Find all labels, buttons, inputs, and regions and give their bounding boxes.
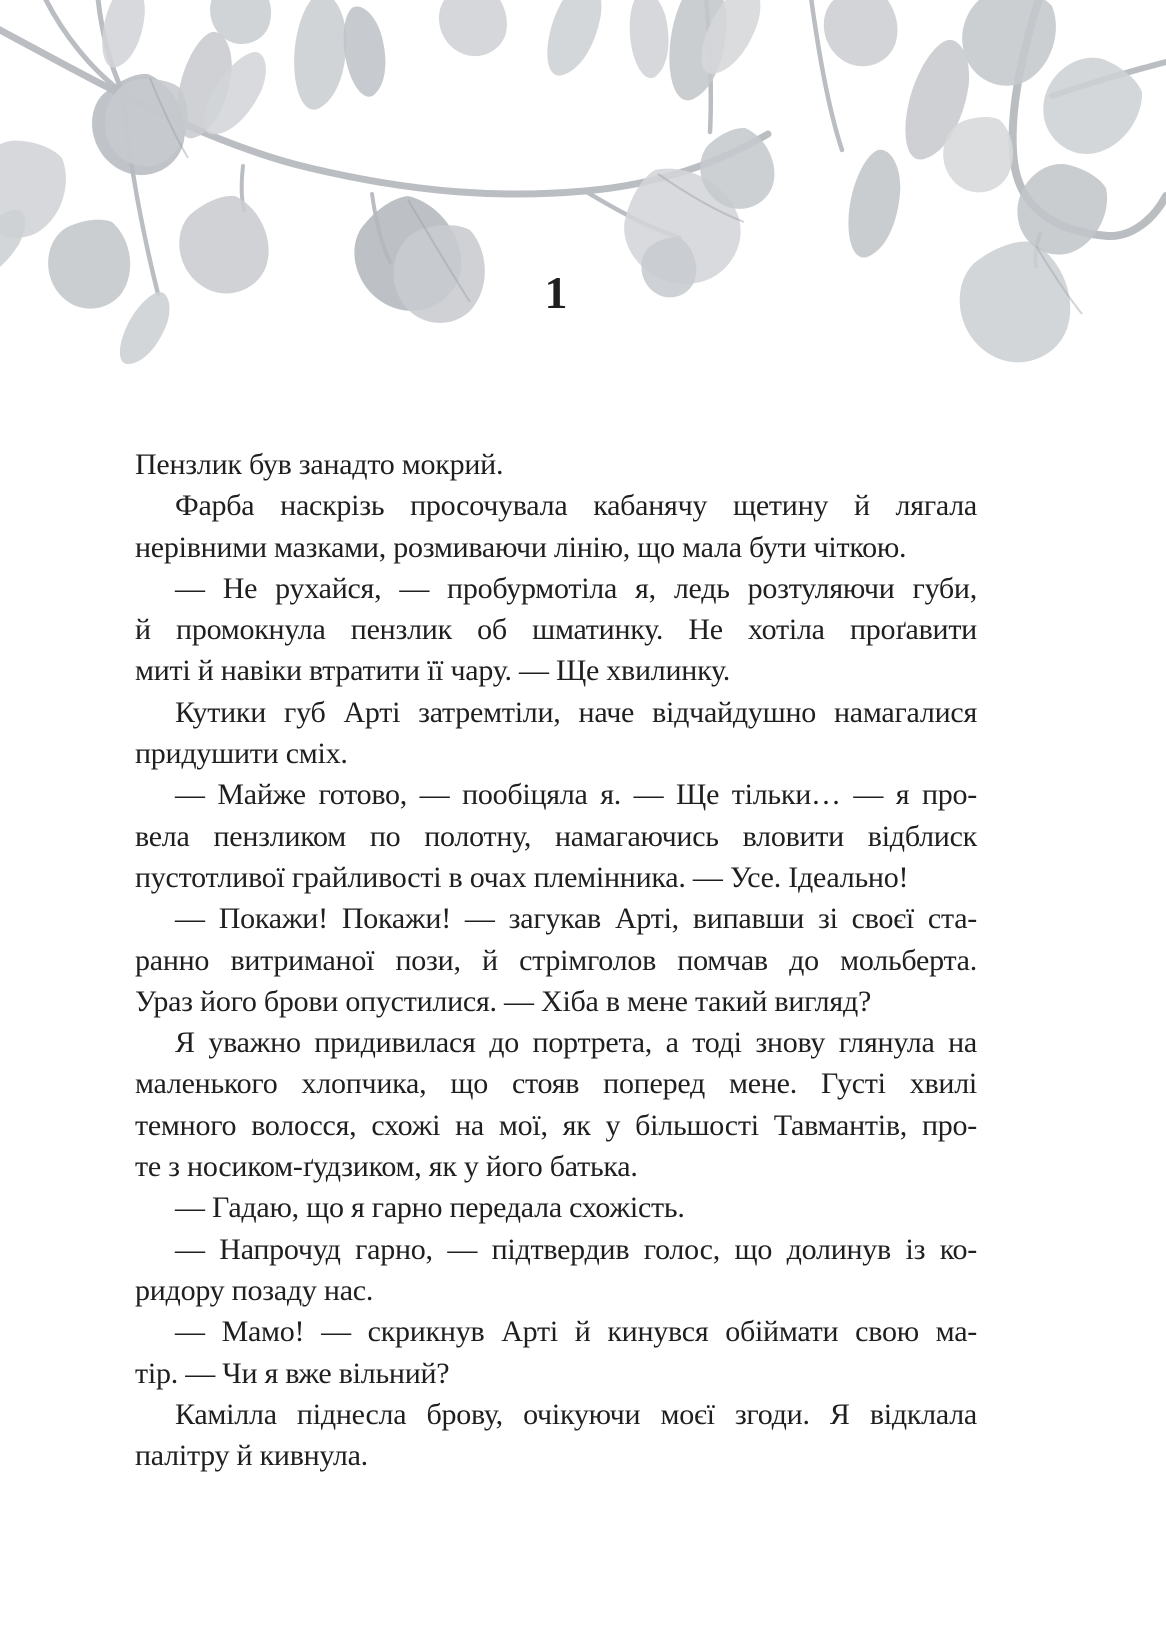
paragraph [135, 444, 977, 485]
text-line: Я уважно придивилася до портрета, а тоді знову глянула на [175, 1026, 977, 1060]
text-line: придушити сміх. [135, 737, 348, 771]
text-line: й промокнула пензлик об шматинку. Не хотіла проґавити [135, 613, 977, 647]
text-line: Ураз його брови опустилися. — Хіба в мене такий вигляд? [135, 984, 872, 1018]
text-line: ридору позаду нас. [135, 1273, 374, 1307]
text-line: — Напрочуд гарно, — підтвердив голос, що долинув із ко- [175, 1232, 977, 1266]
text-line: маленького хлопчика, що стояв поперед мене. Густі хвилі [135, 1067, 977, 1101]
paragraph [135, 898, 977, 1022]
text-line: миті й навіки втратити її чару. — Ще хвилинку. [135, 654, 731, 688]
text-line: пустотливої грайливості в очах племінника. — Усе. Ідеально! [135, 860, 909, 894]
branch-paths [0, 0, 1166, 294]
text-line: тір. — Чи я вже вільний? [135, 1356, 450, 1390]
text-line: нерівними мазками, розмиваючи лінію, що мала бути чіткою. [135, 530, 907, 564]
text-line: — Гадаю, що я гарно передала схожість. [175, 1191, 685, 1225]
text-line: — Майже готово, — пообіцяла я. — Ще тільки… — я про- [175, 778, 977, 812]
text-line: темного волосся, схожі на мої, як у більшості Тавмантів, про- [135, 1108, 977, 1142]
text-line: Фарба наскрізь просочувала кабанячу щетину й лягала [175, 489, 977, 523]
paragraph [135, 774, 977, 898]
text-line: — Мамо! — скрикнув Арті й кинувся обіймати свою ма- [175, 1315, 977, 1349]
paragraph [135, 1022, 977, 1187]
text-line: вела пензликом по полотну, намагаючись вловити відблиск [135, 819, 977, 853]
text-line: Пензлик був занадто мокрий. [135, 448, 504, 481]
paragraph [135, 568, 977, 692]
paragraph [135, 485, 977, 568]
text-line: те з носиком-ґудзиком, як у його батька. [135, 1150, 638, 1184]
text-line: — Покажи! Покажи! — загукав Арті, випавши зі своєї ста- [175, 902, 977, 936]
paragraph [135, 1311, 977, 1394]
chapter-number: 1 [544, 267, 568, 318]
paragraph [135, 1187, 977, 1228]
paragraph [135, 692, 977, 775]
text-line: — Не рухайся, — пробурмотіла я, ледь розтуляючи губи, [175, 571, 977, 605]
text-line: палітру й кивнула. [135, 1439, 368, 1473]
text-line: ранно витриманої пози, й стрімголов помчав до мольберта. [135, 943, 977, 977]
paragraph [135, 1394, 977, 1477]
chapter-text [135, 444, 977, 1476]
text-line: Камілла піднесла брову, очікуючи моєї згоди. Я відклала [175, 1397, 977, 1431]
text-line: Кутики губ Арті затремтіли, наче відчайдушно намагалися [175, 695, 977, 729]
paragraph [135, 1229, 977, 1312]
